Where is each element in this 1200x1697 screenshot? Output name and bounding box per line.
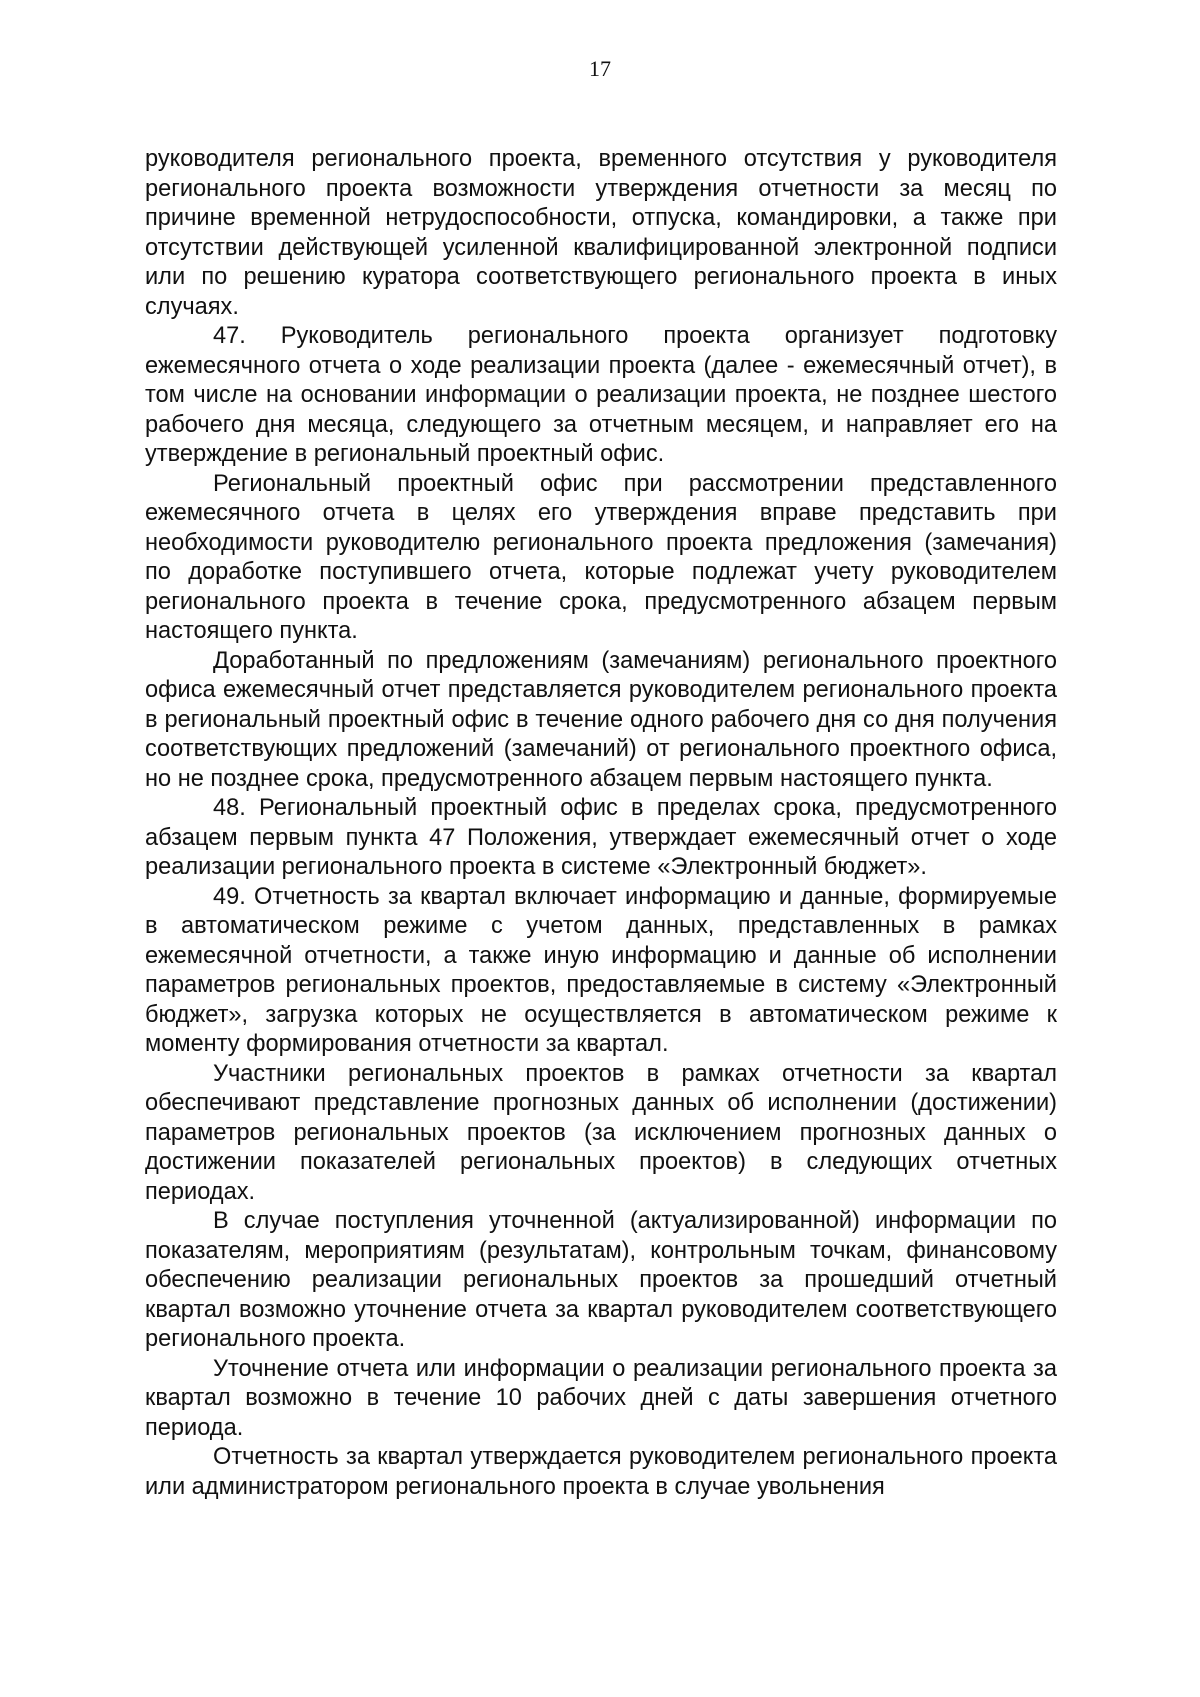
page-number: 17 xyxy=(589,56,611,81)
paragraph-continuation: руководителя регионального проекта, временного отсутствия у руководителя регионального проекта возможности утверждения отчетности за месяц по причине временной нетрудоспособности, отпуска, командировки, а также при отсутствии действующей усиленной квалифицированной электронной подписи или по решению куратора соответствующего регионального проекта в иных случаях. xyxy=(145,146,1057,320)
paragraph-item-48: 48. Региональный проектный офис в пределах срока, предусмотренного абзацем первым пункта 47 Положения, утверждает ежемесячный отчет о ходе реализации регионального проекта в системе «Электронный бюджет». xyxy=(145,795,1057,880)
paragraph-report-correction: Уточнение отчета или информации о реализации регионального проекта за квартал возможно в течение 10 рабочих дней с даты завершения отчетного периода. xyxy=(145,1355,1057,1441)
paragraph-revised-report: Доработанный по предложениям (замечаниям) регионального проектного офиса ежемесячный отчет представляется руководителем регионального проекта в региональный проектный офис в течение одного рабочего дня со дня получения соответствующих предложений (замечаний) от регионального проектного офиса, но не позднее срока, предусмотренного абзацем первым настоящего пункта. xyxy=(145,647,1057,792)
paragraph-participants-forecast: Участники региональных проектов в рамках отчетности за квартал обеспечивают представление прогнозных данных об исполнении (достижении) параметров региональных проектов (за исключением прогнозных данных о достижении показателей региональных проектов) в следующих отчетных периодах. xyxy=(145,1060,1057,1205)
paragraph-office-review: Региональный проектный офис при рассмотрении представленного ежемесячного отчета в целях его утверждения вправе представить при необходимости руководителю регионального проекта предложения (замечания) по доработке поступившего отчета, которые подлежат учету руководителем регионального проекта в течение срока, предусмотренного абзацем первым настоящего пункта. xyxy=(145,470,1057,644)
paragraph-updated-information: В случае поступления уточненной (актуализированной) информации по показателям, мероприятиям (результатам), контрольным точкам, финансовому обеспечению реализации региональных проектов за прошедший отчетный квартал возможно уточнение отчета за квартал руководителем соответствующего регионального проекта. xyxy=(145,1208,1057,1352)
paragraph-quarter-approval: Отчетность за квартал утверждается руководителем регионального проекта или администратором регионального проекта в случае увольнения xyxy=(145,1444,1057,1500)
document-body xyxy=(145,145,1057,1502)
paragraph-item-49: 49. Отчетность за квартал включает информацию и данные, формируемые в автоматическом режиме с учетом данных, представленных в рамках ежемесячной отчетности, а также иную информацию и данные об исполнении параметров региональных проектов, предоставляемые в систему «Электронный бюджет», загрузка которых не осуществляется в автоматическом режиме к моменту формирования отчетности за квартал. xyxy=(145,883,1057,1057)
paragraph-item-47: 47. Руководитель регионального проекта организует подготовку ежемесячного отчета о ходе реализации проекта (далее - ежемесячный отчет), в том числе на основании информации о реализации проекта, не позднее шестого рабочего дня месяца, следующего за отчетным месяцем, и направляет его на утверждение в региональный проектный офис. xyxy=(145,323,1057,467)
